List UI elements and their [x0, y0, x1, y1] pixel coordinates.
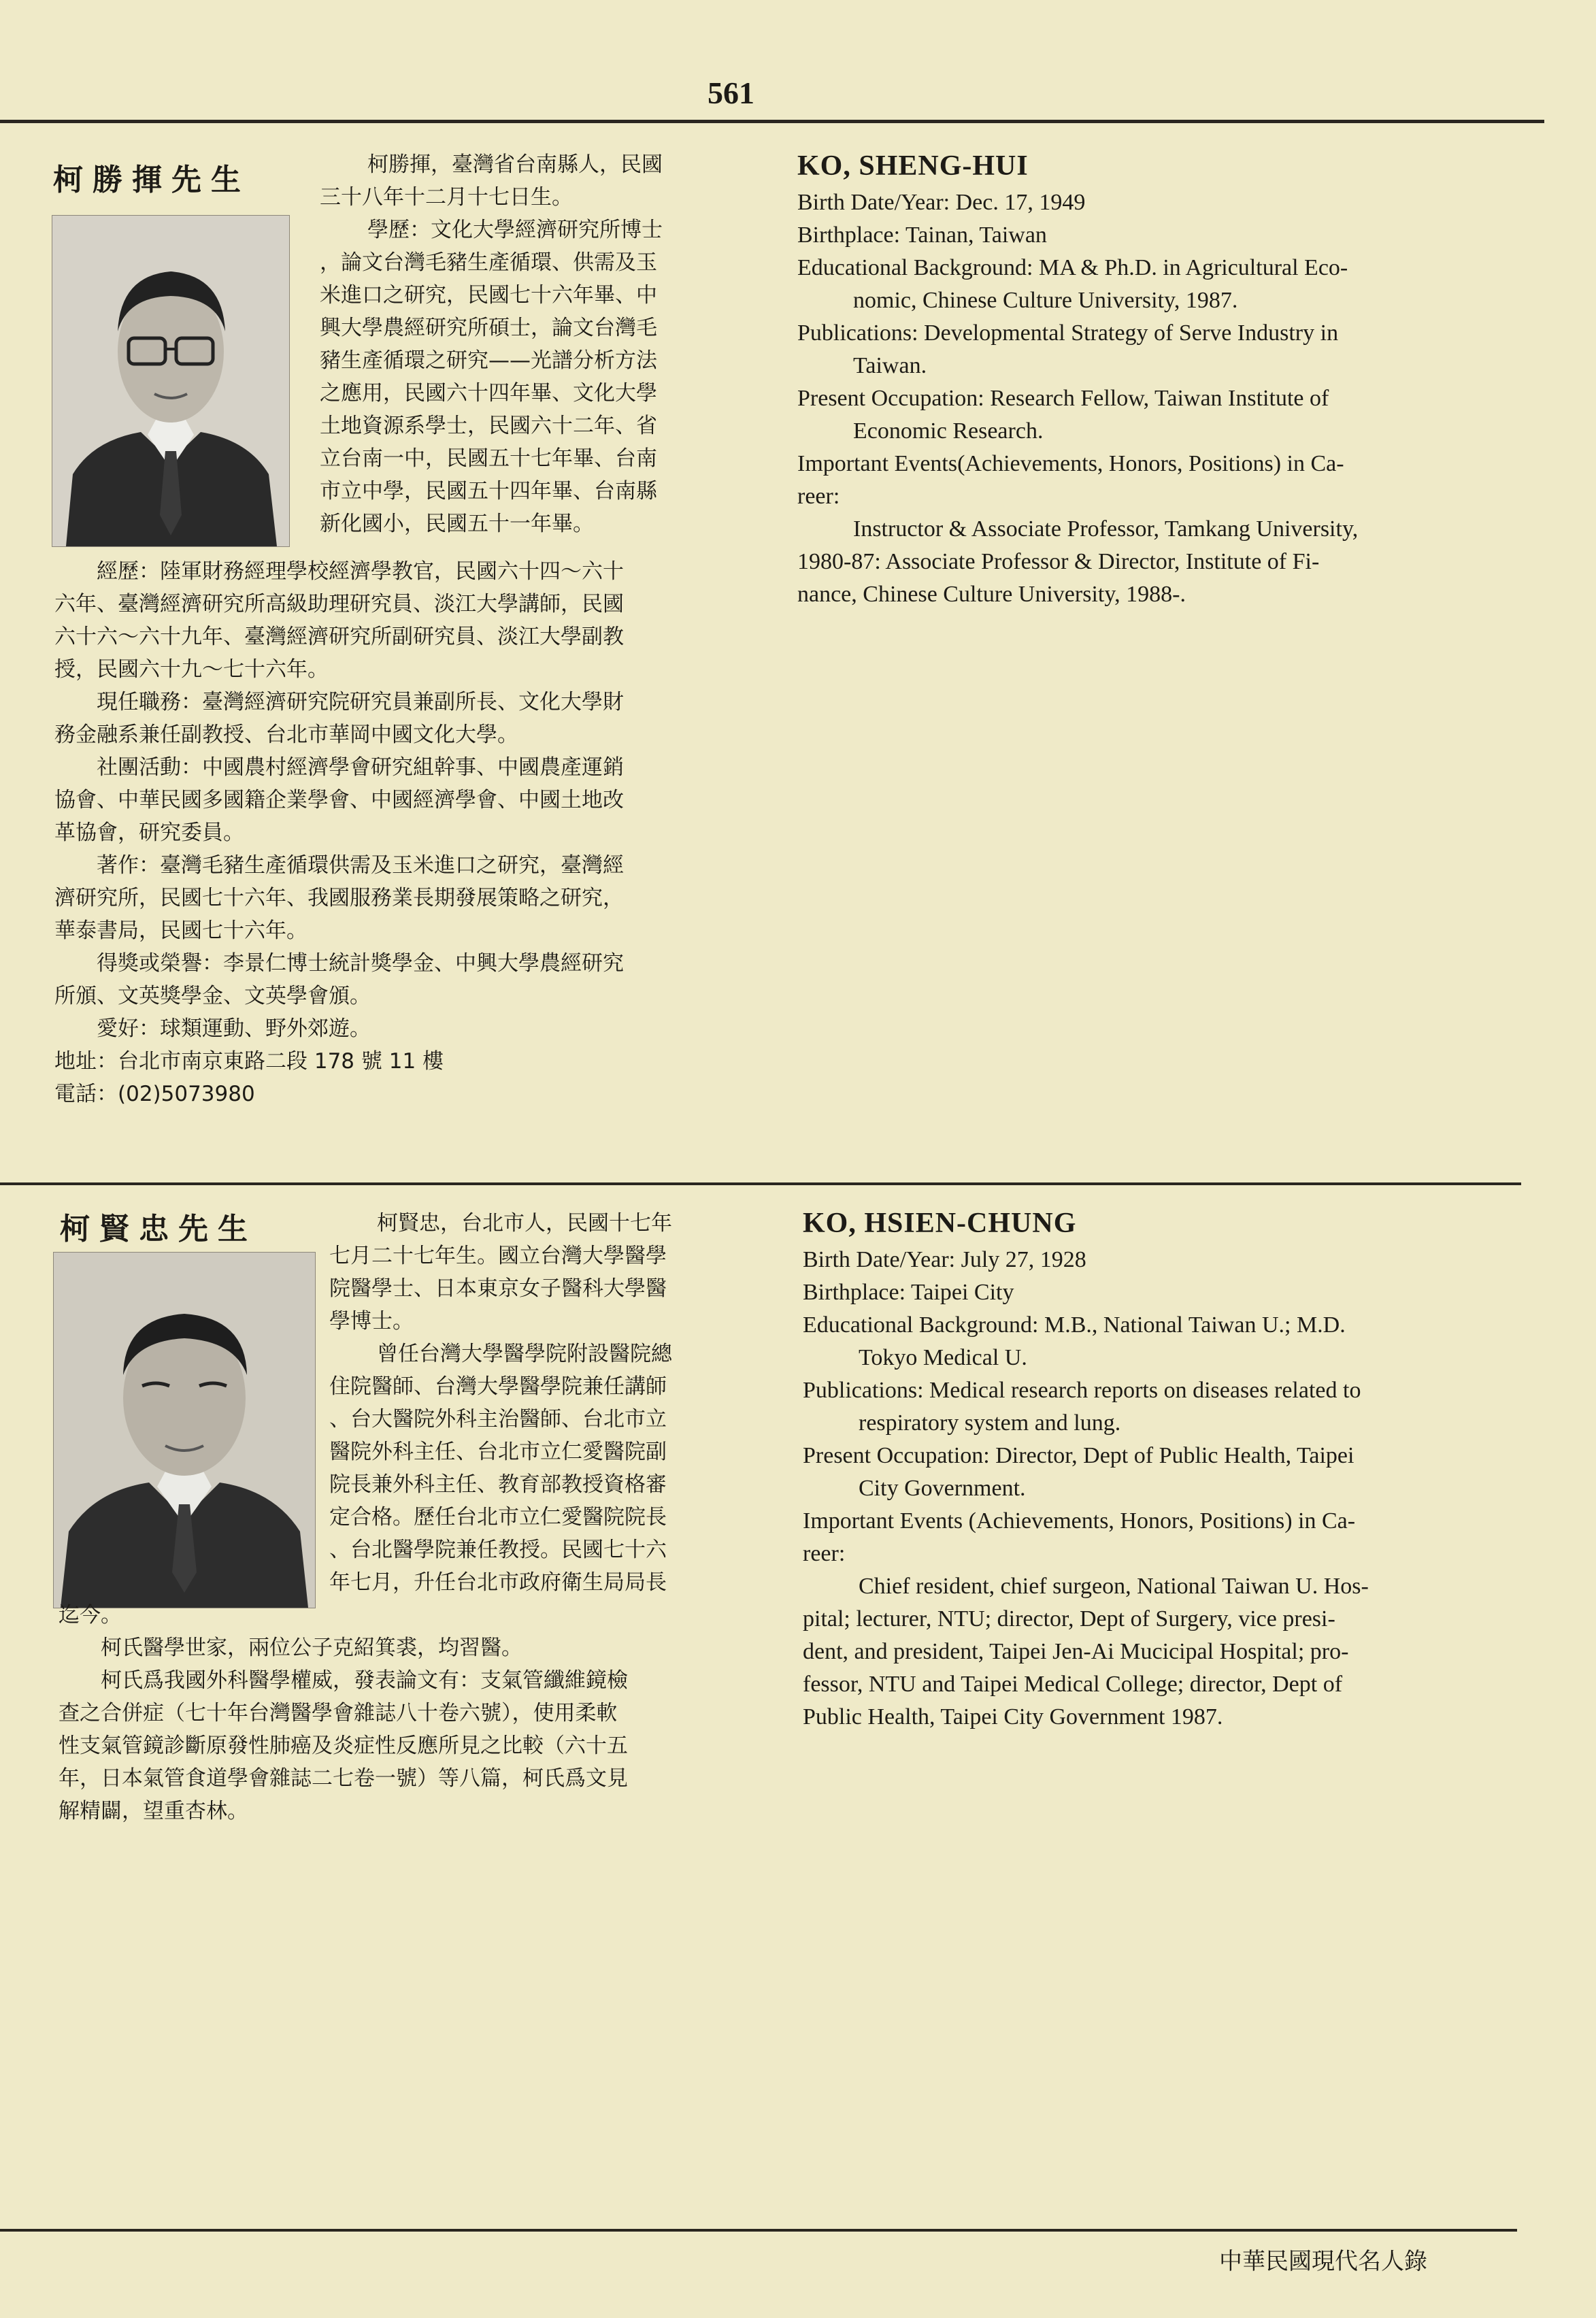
- portrait-illustration: [54, 1253, 315, 1608]
- text-line: 協會、中華民國多國籍企業學會、中國經濟學會、中國土地改: [54, 788, 624, 812]
- text-line: 定合格。歷任台北市立仁愛醫院院長: [329, 1505, 667, 1529]
- entry2-chinese-details: [59, 1599, 628, 1827]
- text-line: 柯勝揮，臺灣省台南縣人，民國: [367, 152, 663, 177]
- text-line: 學博士。: [329, 1309, 414, 1334]
- text-line: 現任職務：臺灣經濟研究院研究員兼副所長、文化大學財: [97, 690, 624, 714]
- text-line: dent, and president, Taipei Jen-Ai Mucicipal Hospital; pro-: [803, 1639, 1349, 1664]
- text-line: nance, Chinese Culture University, 1988-.: [797, 582, 1186, 607]
- text-line: 柯賢忠，台北市人，民國十七年: [377, 1211, 672, 1236]
- text-line: respiratory system and lung.: [859, 1410, 1121, 1436]
- text-line: 興大學農經研究所碩士，論文台灣毛: [320, 316, 657, 340]
- text-line: Birthplace: Taipei City: [803, 1280, 1014, 1305]
- text-line: 授，民國六十九～七十六年。: [54, 657, 329, 682]
- text-line: 六十六～六十九年、臺灣經濟研究所副研究員、淡江大學副教: [54, 625, 624, 649]
- text-line: Birthplace: Tainan, Taiwan: [797, 222, 1047, 248]
- text-line: 所頒、文英獎學金、文英學會頒。: [54, 984, 371, 1008]
- entry1-chinese-name: 柯勝揮先生: [53, 163, 250, 197]
- text-line: 土地資源系學士，民國六十二年、省: [320, 414, 657, 438]
- text-line: 解精闢，望重杏林。: [59, 1799, 248, 1823]
- entry2-chinese-intro: [329, 1207, 672, 1599]
- text-line: 學歷：文化大學經濟研究所博士: [367, 218, 663, 242]
- text-line: Important Events(Achievements, Honors, Positions) in Ca-: [797, 451, 1344, 476]
- text-line: 1980-87: Associate Professor & Director, Institute of Fi-: [797, 549, 1320, 574]
- text-line: 米進口之研究，民國七十六年畢、中: [320, 283, 657, 308]
- text-line: 愛好：球類運動、野外郊遊。: [97, 1016, 371, 1041]
- entry2-english-name: KO, HSIEN-CHUNG: [803, 1208, 1077, 1239]
- text-line: Birth Date/Year: July 27, 1928: [803, 1247, 1086, 1272]
- text-line: reer:: [803, 1541, 846, 1566]
- text-line: 七月二十七年生。國立台灣大學醫學: [329, 1244, 667, 1268]
- text-line: Chief resident, chief surgeon, National Taiwan U. Hos-: [859, 1574, 1369, 1599]
- entry1-chinese-intro: [320, 148, 663, 540]
- text-line: 住院醫師、台灣大學醫學院兼任講師: [329, 1374, 667, 1399]
- text-line: 市立中學，民國五十四年畢、台南縣: [320, 479, 657, 503]
- text-line: Taiwan.: [853, 353, 927, 378]
- text-line: 六年、臺灣經濟研究所高級助理研究員、淡江大學講師，民國: [54, 592, 624, 616]
- text-line: Tokyo Medical U.: [859, 1345, 1027, 1370]
- text-line: nomic, Chinese Culture University, 1987.: [853, 288, 1238, 313]
- text-line: Present Occupation: Director, Dept of Public Health, Taipei: [803, 1443, 1354, 1468]
- text-line: 曾任台灣大學醫學院附設醫院總: [377, 1342, 672, 1366]
- phone-line: 電話：(02)5073980: [54, 1082, 255, 1106]
- entry1-english-details: [797, 186, 1358, 611]
- entry2-chinese-name: 柯賢忠先生: [60, 1212, 257, 1246]
- text-line: 年七月，升任台北市政府衛生局局長: [329, 1570, 667, 1595]
- text-line: 之應用，民國六十四年畢、文化大學: [320, 381, 657, 405]
- text-line: Educational Background: M.B., National Taiwan U.; M.D.: [803, 1312, 1346, 1338]
- top-rule: [0, 120, 1544, 123]
- text-line: Publications: Developmental Strategy of Serve Industry in: [797, 320, 1339, 346]
- text-line: 著作：臺灣毛豬生產循環供需及玉米進口之研究，臺灣經: [97, 853, 624, 878]
- text-line: 立台南一中，民國五十七年畢、台南: [320, 446, 657, 471]
- text-line: 查之合併症（七十年台灣醫學會雜誌八十卷六號），使用柔軟: [59, 1701, 618, 1725]
- entry1-english-name: KO, SHENG-HUI: [797, 150, 1029, 182]
- entry1-chinese-details: [54, 555, 624, 1110]
- text-line: Public Health, Taipei City Government 1987.: [803, 1704, 1223, 1729]
- text-line: 得獎或榮譽：李景仁博士統計獎學金、中興大學農經研究: [97, 951, 624, 976]
- text-line: 、台北醫學院兼任教授。民國七十六: [329, 1538, 667, 1562]
- text-line: 院醫學士、日本東京女子醫科大學醫: [329, 1276, 667, 1301]
- text-line: 三十八年十二月十七日生。: [320, 185, 573, 210]
- book-title-footer: 中華民國現代名人錄: [1219, 2248, 1427, 2275]
- portrait-illustration: [52, 216, 289, 546]
- section-divider: [0, 1182, 1521, 1185]
- text-line: 經歷：陸軍財務經理學校經濟學教官，民國六十四～六十: [97, 559, 624, 584]
- text-line: 柯氏爲我國外科醫學權威，發表論文有：支氣管纖維鏡檢: [101, 1668, 628, 1693]
- bottom-rule: [0, 2229, 1517, 2232]
- text-line: Instructor & Associate Professor, Tamkang University,: [853, 516, 1359, 542]
- text-line: 新化國小，民國五十一年畢。: [320, 512, 594, 536]
- text-line: Present Occupation: Research Fellow, Taiwan Institute of: [797, 386, 1329, 411]
- text-line: 華泰書局，民國七十六年。: [54, 918, 307, 943]
- text-line: reer:: [797, 484, 840, 509]
- text-line: Economic Research.: [853, 418, 1044, 444]
- address-line: 地址：台北市南京東路二段 178 號 11 樓: [54, 1049, 444, 1074]
- text-line: Educational Background: MA & Ph.D. in Agricultural Eco-: [797, 255, 1348, 280]
- text-line: 革協會，研究委員。: [54, 821, 244, 845]
- page-number: 561: [708, 76, 754, 110]
- text-line: 務金融系兼任副教授、台北市華岡中國文化大學。: [54, 723, 518, 747]
- text-line: 、台大醫院外科主治醫師、台北市立: [329, 1407, 667, 1431]
- entry2-portrait-photo: [53, 1252, 316, 1608]
- text-line: 濟研究所，民國七十六年、我國服務業長期發展策略之研究，: [54, 886, 624, 910]
- text-line: 醫院外科主任、台北市立仁愛醫院副: [329, 1440, 667, 1464]
- text-line: City Government.: [859, 1476, 1026, 1501]
- text-line: fessor, NTU and Taipei Medical College; director, Dept of: [803, 1672, 1343, 1697]
- text-line: 性支氣管鏡診斷原發性肺癌及炎症性反應所見之比較（六十五: [59, 1734, 628, 1758]
- entry1-portrait-photo: [52, 215, 290, 547]
- text-line: 年，日本氣管食道學會雜誌二七卷一號）等八篇，柯氏爲文見: [59, 1766, 628, 1791]
- text-line: 迄今。: [59, 1603, 122, 1627]
- text-line: Publications: Medical research reports on diseases related to: [803, 1378, 1361, 1403]
- text-line: 豬生產循環之研究——光譜分析方法: [320, 348, 657, 373]
- text-line: pital; lecturer, NTU; director, Dept of Surgery, vice presi-: [803, 1606, 1335, 1632]
- text-line: 社團活動：中國農村經濟學會研究組幹事、中國農產運銷: [97, 755, 624, 780]
- text-line: Important Events (Achievements, Honors, Positions) in Ca-: [803, 1508, 1356, 1534]
- text-line: ，論文台灣毛豬生產循環、供需及玉: [320, 250, 657, 275]
- text-line: Birth Date/Year: Dec. 17, 1949: [797, 190, 1086, 215]
- text-line: 院長兼外科主任、教育部教授資格審: [329, 1472, 667, 1497]
- entry2-english-details: [803, 1244, 1369, 1734]
- text-line: 柯氏醫學世家，兩位公子克紹箕裘，均習醫。: [101, 1636, 522, 1660]
